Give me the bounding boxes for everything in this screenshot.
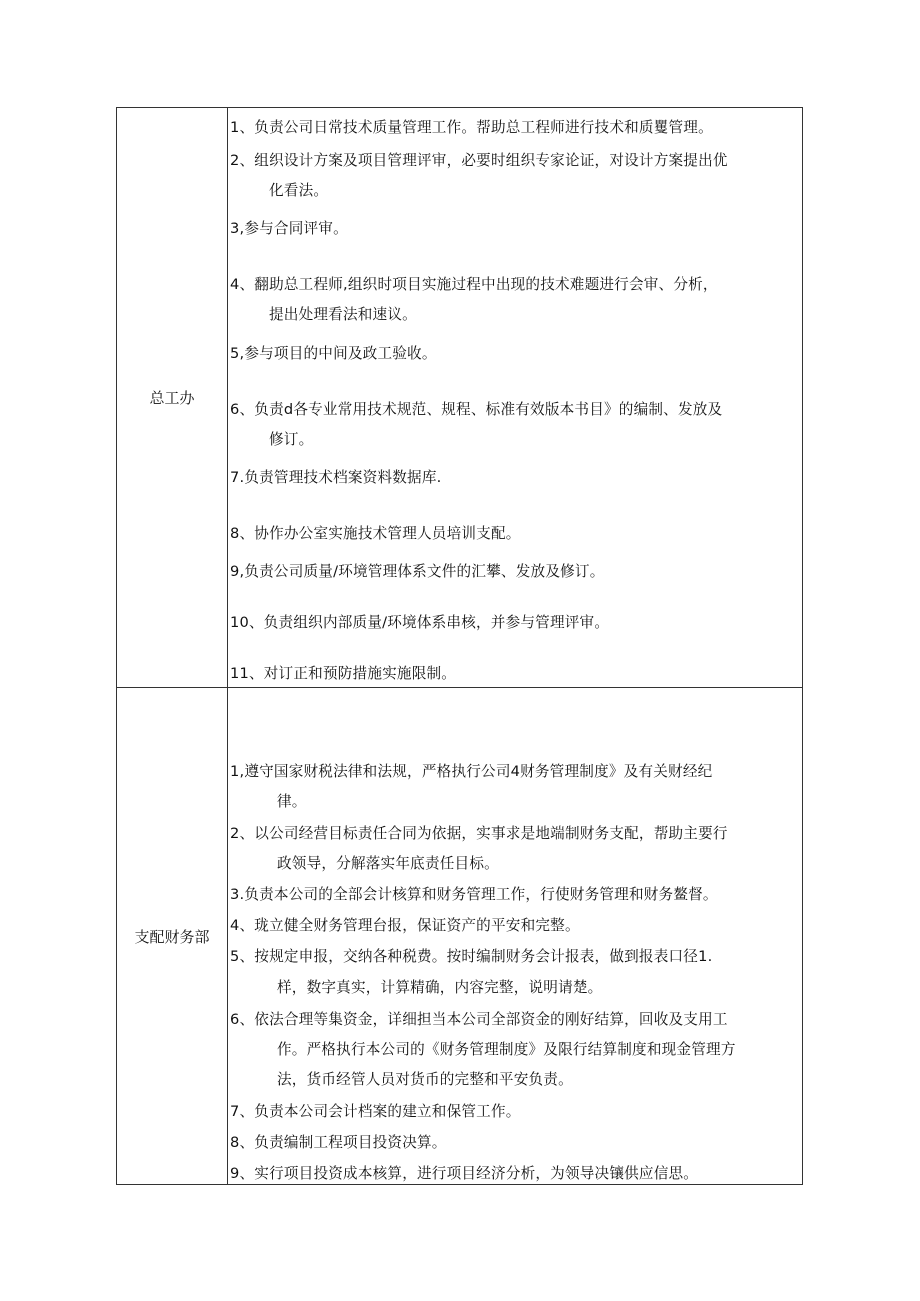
table-row (117, 108, 803, 688)
duty-line-continuation: 提出处理看法和速议。 (269, 306, 417, 323)
duty-line-continuation: 化看法。 (269, 182, 329, 199)
duty-line-continuation: 法，货币经管人员对货币的完整和平安负责。 (277, 1071, 573, 1088)
duty-line: 1、负责公司日常技术质量管理工作。帮助总工程师进行技术和质矍管理。 (230, 119, 713, 136)
duty-line: 3,参与合同评审。 (230, 220, 348, 237)
duty-line: 8、负责编制工程项目投资决算。 (230, 1134, 447, 1151)
duty-line: 4、珑立健全财务管理台报，保证资产的平安和完整。 (230, 917, 580, 934)
duty-line-continuation: 作。严格执行本公司的《财务管理制度》及限行结算制度和现金管理方 (277, 1041, 736, 1058)
duty-line-continuation: 修订。 (269, 431, 314, 448)
department-name: 总工办 (117, 108, 228, 688)
duty-line: 10、负责组织内部质量/环境体系串核，并参与管理评审。 (230, 614, 610, 631)
table-row (117, 688, 803, 1185)
duty-line: 9,负责公司质量/环境管理体系文件的汇攀、发放及修订。 (230, 563, 605, 580)
duty-line: 9、实行项目投资成本核算，进行项目经济分析，为领导决镶供应信思。 (230, 1165, 699, 1182)
duty-line: 7、负责本公司会计档案的建立和保管工作。 (230, 1103, 521, 1120)
duty-line: 7.负责管理技术档案资料数据库. (230, 469, 442, 486)
duty-line: 5、按规定申报，交纳各种税费。按时编制财务会计报表，做到报表口径1. (230, 948, 713, 965)
duty-line: 11、对订正和预防措施实施限制。 (230, 665, 457, 682)
duty-line: 5,参与项目的中间及政工验收。 (230, 345, 437, 362)
duties-table (116, 107, 803, 1185)
duty-line: 2、组织设计方案及项目管理评审，必要时组织专家论证，对设计方案提出优 (230, 152, 728, 169)
duty-line: 6、依法合理等集资金，详细担当本公司全部资金的刚好结算，回收及支用工 (230, 1011, 728, 1028)
duty-line: 3.负责本公司的全部会计核算和财务管理工作，行使财务管理和财务鳌督。 (230, 886, 718, 903)
duty-line: 1,遵守国家财税法律和法规，严格执行公司4财务管理制度》及有关财经纪 (230, 763, 713, 780)
department-name: 支配财务部 (117, 688, 228, 1185)
duty-list (228, 108, 803, 688)
duty-line-continuation: 律。 (277, 793, 307, 810)
duty-line: 2、以公司经营目标责任合同为依据，实事求是地端制财务支配，帮助主要行 (230, 825, 728, 842)
duty-line-continuation: 样，数字真实，计算精确，内容完整，说明请楚。 (277, 979, 603, 996)
duty-line-continuation: 政领导，分解落实年底责任目标。 (277, 855, 499, 872)
duty-line: 4、翻助总工程师,组织时项目实施过程中出现的技术难题进行会审、分析， (230, 276, 718, 293)
duty-line: 8、协作办公室实施技术管理人员培训支配。 (230, 525, 521, 542)
duty-list (228, 688, 803, 1185)
duty-line: 6、负责d各专业常用技术规范、规程、标准有效版本书目》的编制、发放及 (230, 401, 723, 418)
